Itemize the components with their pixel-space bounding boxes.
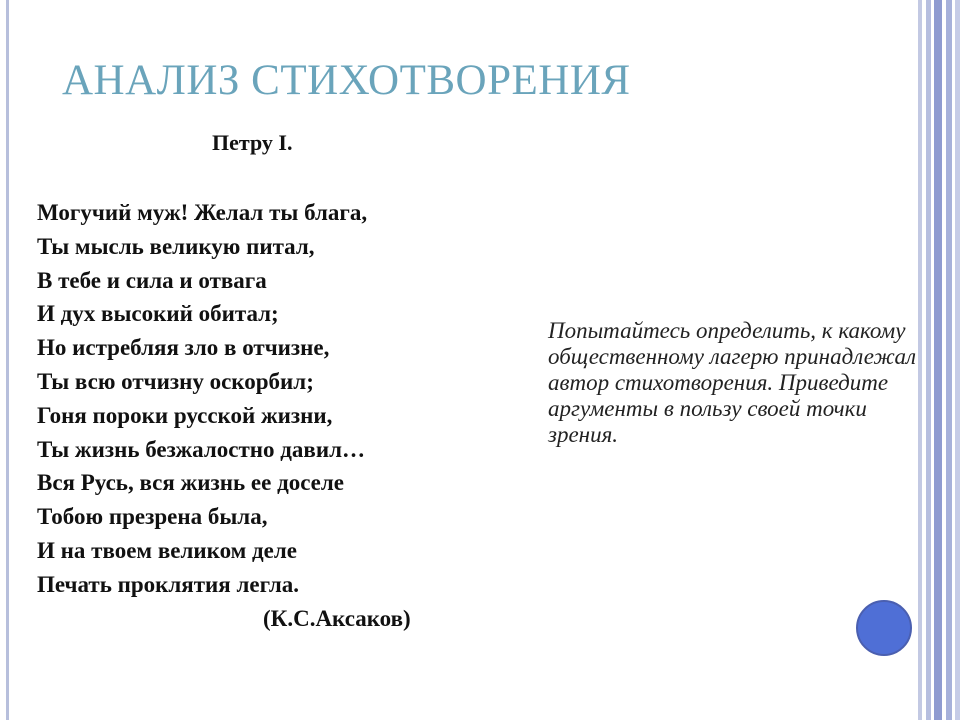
left-decorative-stripe bbox=[6, 0, 9, 720]
right-decorative-band bbox=[918, 0, 922, 720]
slide-title: АНАЛИЗ СТИХОТВОРЕНИЯ bbox=[62, 57, 631, 104]
right-decorative-band bbox=[934, 0, 942, 720]
poem-line: Ты всю отчизну оскорбил; bbox=[37, 368, 314, 394]
poem-line: Но истребляя зло в отчизне, bbox=[37, 335, 330, 361]
poem-line: Ты мысль великую питал, bbox=[37, 233, 315, 259]
poem-title-row bbox=[37, 126, 512, 160]
poem-line: И дух высокий обитал; bbox=[37, 301, 279, 327]
poem-line: Ты жизнь безжалостно давил… bbox=[37, 436, 365, 462]
task-text: Попытайтесь определить, к какому общественному лагерю принадлежал автор стихотворения. Приведите аргументы в пользу своей точки зрения. bbox=[548, 318, 917, 447]
poem-line: В тебе и сила и отвага bbox=[37, 267, 267, 293]
poem-line: Могучий муж! Желал ты блага, bbox=[37, 200, 368, 225]
poem-line: Гоня пороки русской жизни, bbox=[37, 402, 333, 428]
poem-line: Вся Русь, вся жизнь ее доселе bbox=[37, 470, 345, 496]
poem-lines bbox=[37, 196, 457, 602]
poem-block bbox=[37, 126, 457, 636]
next-slide-button[interactable] bbox=[856, 600, 912, 656]
right-decorative-band bbox=[926, 0, 931, 720]
poem-gap bbox=[37, 160, 457, 196]
right-decorative-band bbox=[946, 0, 952, 720]
poem-title: Петру I. bbox=[212, 130, 293, 155]
right-decorative-band bbox=[955, 0, 960, 720]
poem-line: Тобою презрена была, bbox=[37, 504, 268, 530]
poem-line: Печать проклятия легла. bbox=[37, 571, 300, 597]
poem-line: И на твоем великом деле bbox=[37, 537, 297, 563]
poem-author: (К.С.Аксаков) bbox=[263, 605, 411, 631]
